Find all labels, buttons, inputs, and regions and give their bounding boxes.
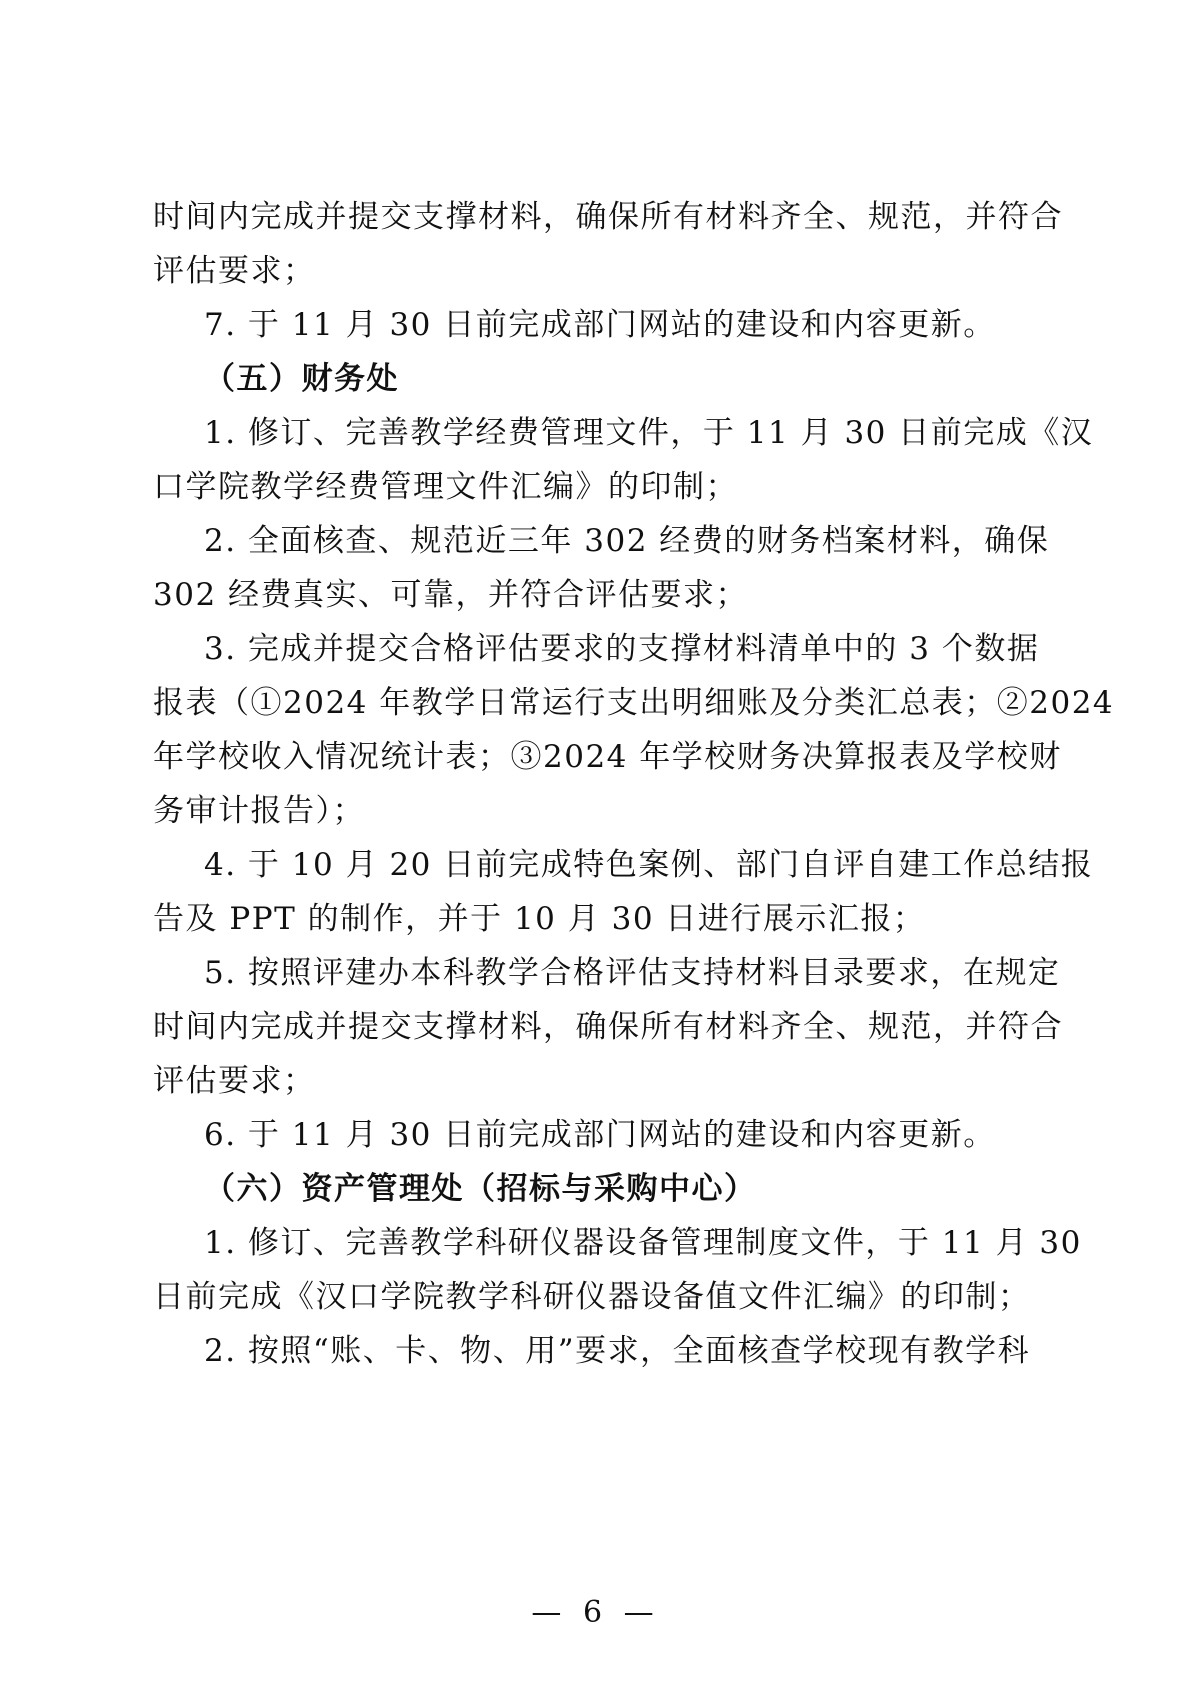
body-text-line: 4. 于 10 月 20 日前完成特色案例、部门自评自建工作总结报	[204, 847, 1094, 883]
body-text-line: 6. 于 11 月 30 日前完成部门网站的建设和内容更新。	[204, 1117, 996, 1153]
body-text-line: 2. 全面核查、规范近三年 302 经费的财务档案材料，确保	[204, 523, 1050, 559]
body-text-line: 2. 按照“账、卡、物、用”要求，全面核查学校现有教学科	[204, 1333, 1031, 1369]
body-text-line: 时间内完成并提交支撑材料，确保所有材料齐全、规范，并符合	[153, 1009, 1063, 1045]
body-text-line: 7. 于 11 月 30 日前完成部门网站的建设和内容更新。	[204, 307, 996, 343]
section-heading: （五）财务处	[204, 361, 399, 397]
page-number: — 6 —	[531, 1595, 660, 1630]
body-text-line: 口学院教学经费管理文件汇编》的印制；	[153, 469, 738, 505]
body-text-line: 日前完成《汉口学院教学科研仪器设备值文件汇编》的印制；	[153, 1279, 1031, 1315]
body-text-line: 评估要求；	[153, 253, 316, 289]
body-text-line: 时间内完成并提交支撑材料，确保所有材料齐全、规范，并符合	[153, 199, 1063, 235]
body-text-line: 报表（①2024 年教学日常运行支出明细账及分类汇总表；②2024	[153, 685, 1115, 721]
body-text-line: 1. 修订、完善教学科研仪器设备管理制度文件，于 11 月 30	[204, 1225, 1082, 1261]
body-text-line: 1. 修订、完善教学经费管理文件，于 11 月 30 日前完成《汉	[204, 415, 1094, 451]
body-text-line: 告及 PPT 的制作，并于 10 月 30 日进行展示汇报；	[153, 901, 926, 937]
body-text-line: 评估要求；	[153, 1063, 316, 1099]
body-text-line: 302 经费真实、可靠，并符合评估要求；	[153, 577, 749, 613]
body-text-line: 5. 按照评建办本科教学合格评估支持材料目录要求，在规定	[204, 955, 1061, 991]
body-text-line: 务审计报告）；	[153, 793, 365, 829]
body-text-line: 3. 完成并提交合格评估要求的支撑材料清单中的 3 个数据	[204, 631, 1040, 667]
section-heading: （六）资产管理处（招标与采购中心）	[204, 1171, 757, 1207]
body-text-line: 年学校收入情况统计表；③2024 年学校财务决算报表及学校财	[153, 739, 1062, 775]
